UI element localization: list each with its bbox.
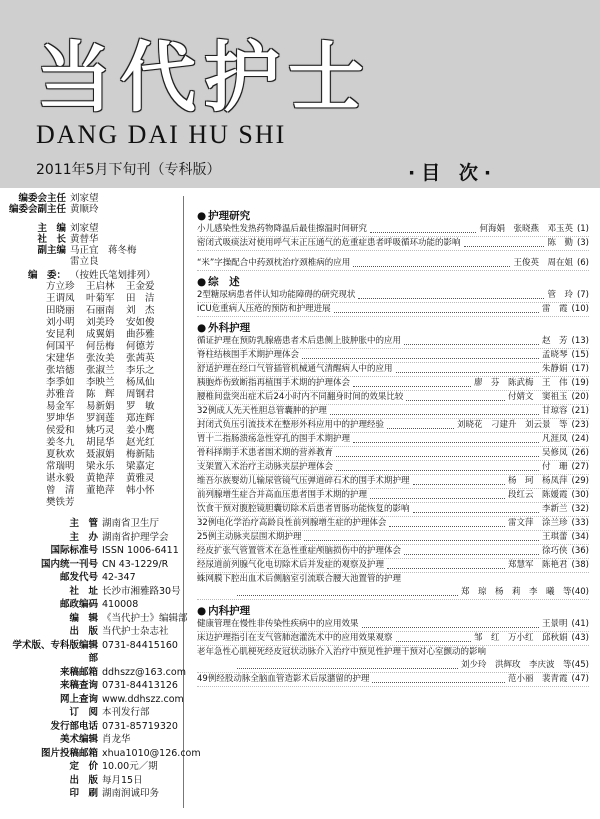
toc-entry-page: (41) [571,619,589,629]
masthead-value: 0731-84413126 [102,680,178,691]
cover-header [0,0,600,188]
masthead-label: 网上查询 [59,693,98,705]
masthead-row [6,585,180,599]
masthead-value: 刘家望 [70,193,99,204]
toc-leader [237,668,458,669]
committee-member: 谌永毅 [46,473,75,484]
masthead-label: 学术版、专科版编辑部 [12,639,98,664]
masthead-label: 订 阅 [69,707,98,718]
toc-entry-page: (43) [571,633,589,643]
toc-leader [362,627,540,628]
committee-member: 姚巧灵 [86,425,115,436]
section-bullet-icon: ● [197,276,207,288]
toc-entry-page: (45) [571,660,589,670]
masthead-value: 《当代护士》编辑部 [102,612,188,624]
masthead-row [6,245,180,256]
toc-entry-title: 前列腺增生症合并高血压患者围手术期的护理 [197,490,368,500]
masthead-label: 编 辑 [69,612,98,624]
toc-entry-page: (6) [576,258,589,268]
toc-entry-author: 李新兰 [542,504,568,514]
committee-member: 王金爱 [126,281,155,292]
masthead-value: 每月15日 [102,774,143,786]
masthead-row [6,625,180,639]
toc-entry-page: (23) [571,420,589,430]
masthead-label: 编委会副主任 [8,204,66,215]
masthead-label: 社 址 [69,585,98,597]
toc-entry-title-line[interactable] [197,646,589,659]
toc-entry-title: 床边护理指引在支气管肺泡灌洗术中的应用效果观察 [197,633,393,643]
committee-member: 叶菊军 [86,293,115,304]
committee-member: 宋建华 [46,353,75,364]
masthead-value: 黄顺玲 [70,204,99,215]
toc-entry[interactable] [197,475,589,489]
committee-member: 梁永乐 [86,461,115,472]
toc-entry-page: (13) [571,336,589,346]
toc-leader [336,456,539,457]
section-bullet-icon: ● [197,210,207,222]
committee-member: 周钢君 [126,389,155,400]
toc-entry-cont[interactable] [197,586,589,600]
toc-section-name: 综 述 [208,276,240,288]
masthead-row [6,747,201,761]
toc-leader [353,266,510,267]
toc-leader [330,414,539,415]
toc-entry-title: 32例电化学治疗高龄良性前列腺增生症的护理体会 [197,518,387,528]
committee-member: 李映兰 [86,377,115,388]
toc-entry-page: (10) [571,304,589,314]
toc-leader [334,312,539,313]
masthead-value: 湖南省卫生厅 [102,518,160,529]
committee-member: 董艳萍 [86,485,115,496]
masthead-committee-chairs [6,193,180,215]
toc-entry-author: 徐巧侠 [542,546,568,556]
toc-entry[interactable] [197,303,589,317]
toc-entry[interactable] [197,503,589,517]
toc-leader [404,344,539,345]
masthead-label: 国际标准号 [50,545,98,556]
toc-entry-title: ICU危重病人压疮的预防和护理进展 [197,304,331,314]
masthead-row [6,787,180,801]
toc-entry-title: 舒适护理在经口气管插管机械通气清醒病人中的应用 [197,364,393,374]
committee-member: 安昆利 [46,329,75,340]
masthead-label: 编委会主任 [18,193,66,204]
masthead-value: 黄替华 [70,234,99,245]
toc-entry-page: (26) [571,448,589,458]
toc-entry-author: 邹 红 万小红 邱秋娟 [474,633,568,643]
toc-entry-author: 何海娟 张晓燕 邓玉英 [479,224,573,234]
masthead-value: 当代护士杂志社 [102,626,169,637]
toc-entry-author: 段红云 陈媛霞 [508,490,568,500]
committee-member: 安如俊 [126,317,155,328]
toc-entry-page: (29) [571,476,589,486]
masthead-row [6,693,184,707]
toc-entry[interactable] [197,363,589,377]
toc-entry[interactable] [197,349,589,363]
journal-title-pinyin: DANG DAI HU SHI [36,120,287,149]
toc-entry[interactable] [197,632,589,646]
toc-entry-page: (15) [571,350,589,360]
committee-member: 苏雅音 [46,389,75,400]
toc-entry-page: (21) [571,406,589,416]
toc-entry-author: 赵 芳 [542,336,568,346]
toc-leader [413,512,540,513]
masthead-value: ddhszz@163.com [102,666,186,678]
masthead-label: 出 版 [69,774,98,786]
masthead-row [6,193,180,204]
toc-entry[interactable] [197,517,589,531]
committee-member: 常瑞明 [46,461,75,472]
toc-entry[interactable] [197,237,589,251]
toc-entry-author: 管 玲 [547,290,573,300]
committee-member: 刘 杰 [126,305,155,316]
masthead-row [6,706,180,720]
toc-entry[interactable] [197,257,589,271]
toc-leader [387,428,454,429]
committee-member: 黄雅灵 [126,473,155,484]
toc-entry[interactable] [197,489,589,503]
toc-entry-page: (1) [576,224,589,234]
masthead-row [6,760,180,774]
masthead-row [6,612,188,626]
section-bullet-icon: ● [197,322,207,334]
toc-entry-title: 封闭式负压引流技术在整形外科应用中的护理经验 [197,420,385,430]
committee-member: 张淑兰 [86,365,115,376]
toc-entry[interactable] [197,377,589,391]
masthead-value: 42-347 [102,572,136,583]
masthead-row [6,544,180,558]
toc-entry-page: (3) [576,238,589,248]
masthead-label: 副主编 [37,245,66,256]
toc-entry[interactable] [197,391,589,405]
toc-entry-page: (34) [571,532,589,542]
masthead-row [6,558,180,572]
masthead-row [6,234,180,245]
committee-member: 李乐之 [126,365,155,376]
committee-member: 田 洁 [126,293,155,304]
committee-member: 聂淑娟 [86,449,115,460]
committee-member: 罗 敏 [126,401,155,412]
committee-member: 何岳梅 [86,341,115,352]
toc-section-heading [197,321,589,335]
toc-entry-title: 支架置入术治疗主动脉夹层护理体会 [197,462,334,472]
toc-leader [358,298,544,299]
toc-entry-title: 经皮扩张气管置管术在急性重症颅脑损伤中的护理体会 [197,546,402,556]
toc-entry-title: 维吾尔族婴幼儿输尿管镜气压弹道碎石术的围手术期护理 [197,476,410,486]
masthead-label: 印 刷 [69,788,98,799]
masthead-label [6,256,66,267]
toc-entry[interactable] [197,447,589,461]
toc-entry[interactable] [197,289,589,303]
toc-entry-title: 胃十二指肠溃疡急性穿孔的围手术期护理 [197,434,351,444]
masthead-row [6,720,180,734]
toc-section-name: 内科护理 [208,605,251,617]
toc-entry-page: (30) [571,490,589,500]
committee-member: 韩小怀 [126,485,155,496]
committee-members [46,281,180,509]
toc-section-heading [197,209,589,223]
committee-header [6,270,180,281]
masthead-value: 湖南省护理学会 [102,531,169,543]
toc-entry-title: 老年急性心肌梗死经皮冠状动脉介入治疗中预见性护理干预对心室颤动的影响 [197,647,487,657]
toc-leader [387,568,505,569]
masthead-value: www.ddhszz.com [102,693,184,705]
masthead-label: 社 长 [37,234,66,245]
toc-leader [353,386,471,387]
toc-entry-author: 孟晓琴 [542,350,568,360]
masthead-label: 主 办 [69,531,98,543]
masthead-row [6,531,180,545]
toc-entry-author: 刘少玲 洪辉玫 李庆波 等 [461,660,572,670]
toc-entry-author: 刘晓花 刁建升 刘云景 等 [457,420,568,430]
committee-member: 何德芳 [126,341,155,352]
masthead-row [6,517,180,531]
masthead-value: CN 43-1229/R [102,558,169,570]
toc-entry-page: (38) [571,560,589,570]
toc-entry-author: 雷 霞 [542,304,568,314]
toc-entry-page: (19) [571,378,589,388]
masthead-value: 本刊发行部 [102,707,150,718]
toc-entry-author: 雷文萍 涂兰珍 [508,518,568,528]
toc-section-heading [197,275,589,289]
masthead-editors [6,223,180,267]
masthead-row [6,223,180,234]
toc-entry[interactable] [197,531,589,545]
toc-entry-page: (40) [571,587,589,597]
toc-entry[interactable] [197,419,589,433]
toc-leader [404,554,539,555]
toc-entry-title: 骨科择期手术患者围术期的营养教育 [197,448,334,458]
toc-entry[interactable] [197,545,589,559]
masthead [6,193,201,801]
toc-entry-title: 脊柱结核围手术期护理体会 [197,350,300,360]
masthead-label: 来稿查询 [59,680,98,691]
toc-entry-author: 朱静娟 [542,364,568,374]
toc-entry-author: 杨 珂 杨凤萍 [508,476,568,486]
issue-date: 2011年5月下旬刊（专科版） [36,162,221,178]
toc-leader [406,400,505,401]
toc-entry-author: 廖 芬 陈武梅 王 伟 [474,378,568,388]
masthead-label: 来稿邮箱 [59,666,98,678]
masthead-value: 10.00元／期 [102,761,158,772]
masthead-value: 长沙市湘雅路30号 [102,585,181,597]
masthead-label: 邮发代号 [59,572,98,583]
toc-section-name: 护理研究 [208,210,251,222]
committee-member: 张茜英 [126,353,155,364]
masthead-row [6,733,180,747]
committee-member: 胡昆华 [86,437,115,448]
toc-leader [413,484,506,485]
masthead-label: 主 管 [69,518,98,529]
committee-member: 罗润莲 [86,413,115,424]
committee-member: 姜冬九 [46,437,75,448]
toc-entry-author: 郑慧军 陈艳君 [508,560,568,570]
committee-member: 王启林 [86,281,115,292]
masthead-label: 国内统一刊号 [40,558,98,570]
committee-member: 梁嘉定 [126,461,155,472]
toc-entry[interactable] [197,461,589,475]
committee-member: 梅新陆 [126,449,155,460]
toc-leader [370,498,505,499]
masthead-value: 刘家望 [70,223,99,234]
masthead-label: 定 价 [69,761,98,772]
toc-entry[interactable] [197,223,589,237]
committee-member: 何国平 [46,341,75,352]
committee-member: 杨凤仙 [126,377,155,388]
toc-entry-title: 蛛网膜下腔出血术后侧脑室引流联合腰大池置管的护理 [197,574,402,584]
committee-member: 王谓凤 [46,293,75,304]
committee-member: 陈 辉 [86,389,115,400]
committee-member: 樊铁芳 [46,497,75,508]
toc-entry-author: 王俊英 周在姐 [513,258,573,268]
committee-member: 刘小明 [46,317,75,328]
toc-entry-page: (36) [571,546,589,556]
toc-entry-title: “米”字操配合中药颈枕治疗颈椎病的应用 [197,258,351,268]
toc-entry-author: 吴修凤 [542,448,568,458]
masthead-label: 图片投稿邮箱 [40,747,98,759]
toc-leader [370,232,476,233]
toc-entry-title: 循证护理在预防乳腺癌患者术后患侧上肢肿胀中的应用 [197,336,402,346]
masthead-value: 湖南润诚印务 [102,788,160,799]
masthead-row [6,571,180,585]
toc-leader [372,682,505,683]
toc-entry-page: (24) [571,434,589,444]
toc-heading: ·目 次· [408,162,498,184]
toc-entry-cont[interactable] [197,659,589,673]
toc-leader [396,641,472,642]
toc-entry-title: 胰胞炸伤致断指再植围手术期的护理体会 [197,378,351,388]
column-divider [183,196,184,808]
toc-entry[interactable] [197,405,589,419]
committee-member: 张汝美 [86,353,115,364]
masthead-value: 马正宜 蒋冬梅 [70,245,137,256]
masthead-value: 0731-85719320 [102,720,178,732]
committee-member: 曾 清 [46,485,75,496]
committee-member: 赵光红 [126,437,155,448]
masthead-row [6,598,180,612]
masthead-label: 发行部电话 [50,720,98,732]
toc-entry-page: (47) [571,674,589,684]
section-bullet-icon: ● [197,605,207,617]
toc-entry-author: 范小丽 裴青霞 [508,674,568,684]
publication-info [6,517,201,801]
masthead-row [6,679,180,693]
committee-member: 刘美玲 [86,317,115,328]
masthead-label: 美术编辑 [59,734,98,745]
committee-member: 方立珍 [46,281,75,292]
toc-leader [304,540,539,541]
masthead-row [6,666,186,680]
toc-section-heading [197,604,589,618]
masthead-value: xhua1010@126.com [102,747,201,759]
toc-entry[interactable] [197,559,589,573]
masthead-row [6,204,180,215]
table-of-contents [197,205,589,687]
committee-member: 黄艳萍 [86,473,115,484]
toc-entry-author: 王景明 [542,619,568,629]
committee-member: 张培德 [46,365,75,376]
toc-leader [353,442,539,443]
committee-member: 石丽南 [86,305,115,316]
toc-entry[interactable] [197,618,589,632]
toc-entry-title: 健康管理在慢性非传染性疾病中的应用效果 [197,619,359,629]
toc-leader [396,372,540,373]
toc-entry-author: 甘琼容 [542,406,568,416]
masthead-label: 邮政编码 [59,599,98,610]
toc-entry-title-line[interactable] [197,573,589,586]
toc-entry-title: 饮食干预对腹腔镜胆囊切除术后患者胃肠功能恢复的影响 [197,504,410,514]
committee-member: 田晓丽 [46,305,75,316]
committee-member: 侯爱和 [46,425,75,436]
committee-label: 编 委： [27,270,66,281]
toc-leader [464,246,545,247]
masthead-value: 410008 [102,599,139,610]
toc-entry-title: 小儿感染性发热药物降温后最佳擦温时间研究 [197,224,368,234]
committee-member: 易新娟 [86,401,115,412]
toc-entry-page: (20) [571,392,589,402]
toc-leader [302,358,539,359]
toc-leader [237,595,458,596]
toc-entry-author: 陈 勤 [547,238,573,248]
toc-entry-author: 郑 琼 杨 莉 李 曦 等 [461,587,572,597]
committee-member: 罗坤华 [46,413,75,424]
masthead-row [6,639,180,666]
masthead-label: 主 编 [37,223,66,234]
masthead-row [6,256,180,267]
committee-member: 夏秋欢 [46,449,75,460]
toc-entry-page: (17) [571,364,589,374]
toc-entry-author: 王琪蕾 [542,532,568,542]
toc-entry-page: (27) [571,462,589,472]
masthead-value: 雷立良 [70,256,99,267]
toc-entry-page: (33) [571,518,589,528]
toc-entry-author: 付婧文 窦祖玉 [508,392,568,402]
toc-entry[interactable] [197,433,589,447]
toc-entry-author: 凡涯凤 [542,434,568,444]
toc-entry-title: 2型糖尿病患者伴认知功能障碍的研究现状 [197,290,356,300]
toc-entry-title: 25例主动脉夹层围术期护理 [197,532,302,542]
toc-leader [336,470,539,471]
committee-note: （按姓氏笔划排列） [70,270,156,281]
toc-entry-title: 49例经股动脉全脑血管造影术后尿潴留的护理 [197,674,370,684]
committee-member: 郑连辉 [126,413,155,424]
masthead-value: 肖龙华 [102,734,131,745]
toc-entry-author: 付 珊 [542,462,568,472]
toc-leader [389,526,505,527]
toc-entry-title: 密闭式吸痰法对使用呼气末正压通气的危重症患者呼吸循环功能的影响 [197,238,461,248]
toc-entry-page: (7) [576,290,589,300]
committee-member: 易金军 [46,401,75,412]
toc-section-name: 外科护理 [208,322,251,334]
committee-member: 李季如 [46,377,75,388]
committee-member: 成翼娟 [86,329,115,340]
toc-entry[interactable] [197,673,589,687]
toc-entry-title: 经尿道前列腺气化电切除术后并发症的观察及护理 [197,560,385,570]
toc-entry-title: 32例成人先天性胆总管囊肿的护理 [197,406,327,416]
toc-entry-page: (32) [571,504,589,514]
toc-entry[interactable] [197,335,589,349]
journal-title: 当代护士 [36,33,372,122]
toc-entry-title: 腰椎间盘突出症术后24小时内不同翻身时间的效果比较 [197,392,404,402]
committee-member: 姜小鹰 [126,425,155,436]
masthead-row [6,774,180,788]
masthead-value: 0731-84415160 [102,639,178,651]
masthead-label: 出 版 [69,626,98,637]
committee-member: 曲莎雅 [126,329,155,340]
masthead-value: ISSN 1006-6411 [102,545,179,556]
